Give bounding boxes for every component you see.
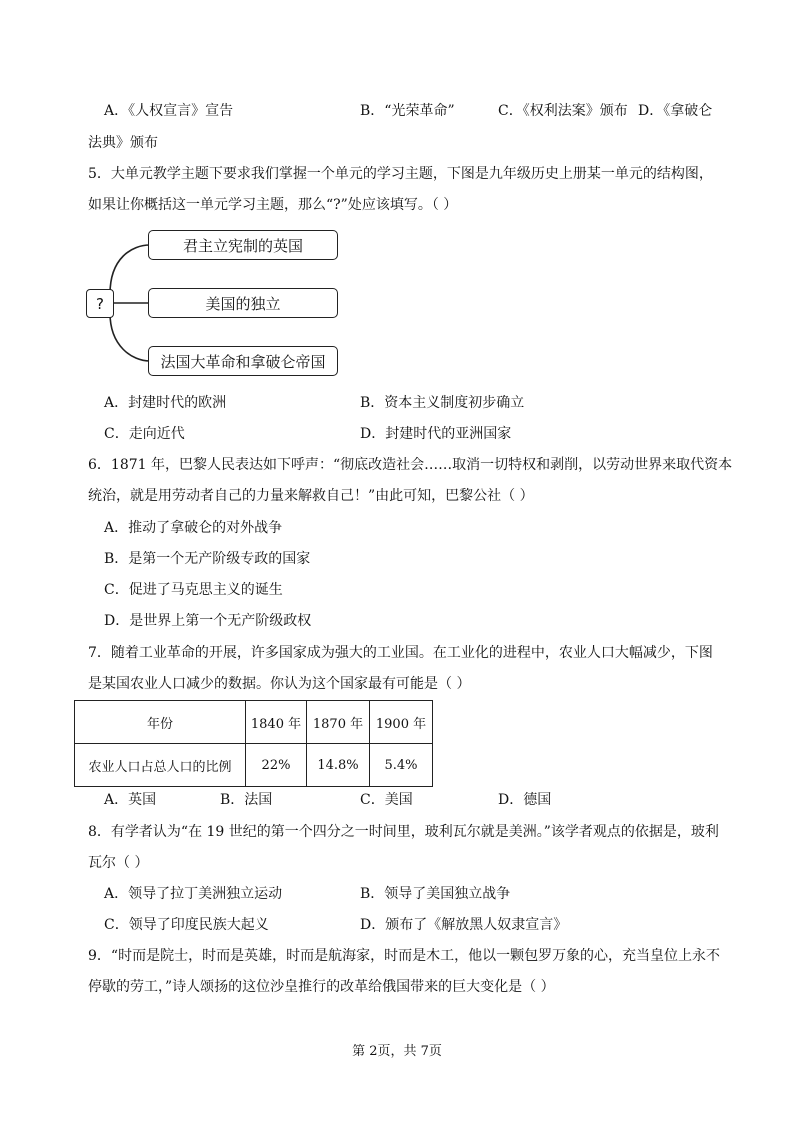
q5-stem-line1: 5．大单元教学主题下要求我们掌握一个单元的学习主题，下图是九年级历史上册某一单元的结构图，: [88, 166, 713, 182]
q6-option-a[interactable]: A．推动了拿破仑的对外战争: [104, 520, 283, 536]
diagram-item-britain: 君主立宪制的英国: [148, 230, 338, 260]
diagram-question-box: ?: [86, 289, 114, 318]
table-header-cell: 1840 年: [246, 701, 307, 744]
q8-option-a[interactable]: A．领导了拉丁美洲独立运动: [104, 886, 283, 902]
table-header-cell: 1870 年: [307, 701, 370, 744]
table-row: [75, 744, 433, 787]
table-header-row: [75, 701, 433, 744]
q7-option-b[interactable]: B．法国: [220, 792, 273, 808]
q6-option-c[interactable]: C．促进了马克思主义的诞生: [104, 582, 283, 598]
q7-option-c[interactable]: C．美国: [360, 792, 413, 808]
q5-option-c[interactable]: C．走向近代: [104, 426, 185, 442]
table-header-cell: 年份: [75, 701, 246, 744]
q6-option-d[interactable]: D．是世界上第一个无产阶级政权: [104, 613, 312, 629]
q9-stem-line1: 9．“时而是院士，时而是英雄，时而是航海家，时而是木工，他以一颗包罗万象的心，充当皇位上永不: [88, 948, 721, 964]
q7-option-d[interactable]: D．德国: [498, 792, 552, 808]
table-cell: 5.4%: [370, 744, 433, 787]
q8-stem-line1: 8．有学者认为“在 19 世纪的第一个四分之一时间里，玻利瓦尔就是美洲。”该学者观点的依据是，玻利: [88, 824, 719, 840]
q5-stem-line2: 如果让你概括这一单元学习主题，那么“?”处应该填写。（ ）: [88, 197, 458, 213]
table-cell: 农业人口占总人口的比例: [75, 744, 246, 787]
q7-stem-line2: 是某国农业人口减少的数据。你认为这个国家最有可能是（ ）: [88, 676, 471, 692]
q6-stem-line2: 统治，就是用劳动者自己的力量来解救自己！”由此可知，巴黎公社（ ）: [88, 488, 534, 504]
q9-stem-line2: 停歇的劳工，”诗人颂扬的这位沙皇推行的改革给俄国带来的巨大变化是（ ）: [88, 979, 555, 995]
q4-option-c[interactable]: C．《权利法案》颁布: [498, 103, 628, 119]
q7-option-a[interactable]: A．英国: [104, 792, 157, 808]
q5-option-b[interactable]: B．资本主义制度初步确立: [360, 395, 525, 411]
q7-stem-line1: 7．随着工业革命的开展，许多国家成为强大的工业国。在工业化的进程中，农业人口大幅减少，下图: [88, 645, 713, 661]
q5-option-a[interactable]: A．封建时代的欧洲: [104, 395, 227, 411]
connector-top: [110, 245, 150, 294]
q5-option-d[interactable]: D．封建时代的亚洲国家: [360, 426, 512, 442]
table-cell: 14.8%: [307, 744, 370, 787]
diagram-item-usa: 美国的独立: [148, 288, 338, 318]
q6-stem-line1: 6．1871 年，巴黎人民表达如下呼声：“彻底改造社会……取消一切特权和剥削，以劳动世界来取代资本: [88, 457, 733, 473]
table-header-cell: 1900 年: [370, 701, 433, 744]
q4-option-d[interactable]: D．《拿破仑: [638, 103, 713, 119]
q8-stem-line2: 瓦尔（ ）: [88, 855, 149, 871]
q4-option-b[interactable]: B．“光荣革命”: [360, 103, 455, 119]
q8-option-d[interactable]: D．颁布了《解放黑人奴隶宣言》: [360, 917, 568, 933]
connector-bottom: [110, 313, 150, 361]
q4-option-a[interactable]: A．《人权宣言》宣告: [104, 103, 234, 119]
q5-structure-diagram: [82, 228, 352, 380]
table-cell: 22%: [246, 744, 307, 787]
page-number-footer: 第 2页，共 7页: [352, 1044, 442, 1059]
q8-option-c[interactable]: C．领导了印度民族大起义: [104, 917, 269, 933]
q7-data-table: [74, 700, 433, 787]
q8-option-b[interactable]: B．领导了美国独立战争: [360, 886, 511, 902]
q6-option-b[interactable]: B．是第一个无产阶级专政的国家: [104, 551, 311, 567]
q4-option-d-continued: 法典》颁布: [88, 135, 158, 151]
diagram-item-france: 法国大革命和拿破仑帝国: [148, 346, 338, 376]
